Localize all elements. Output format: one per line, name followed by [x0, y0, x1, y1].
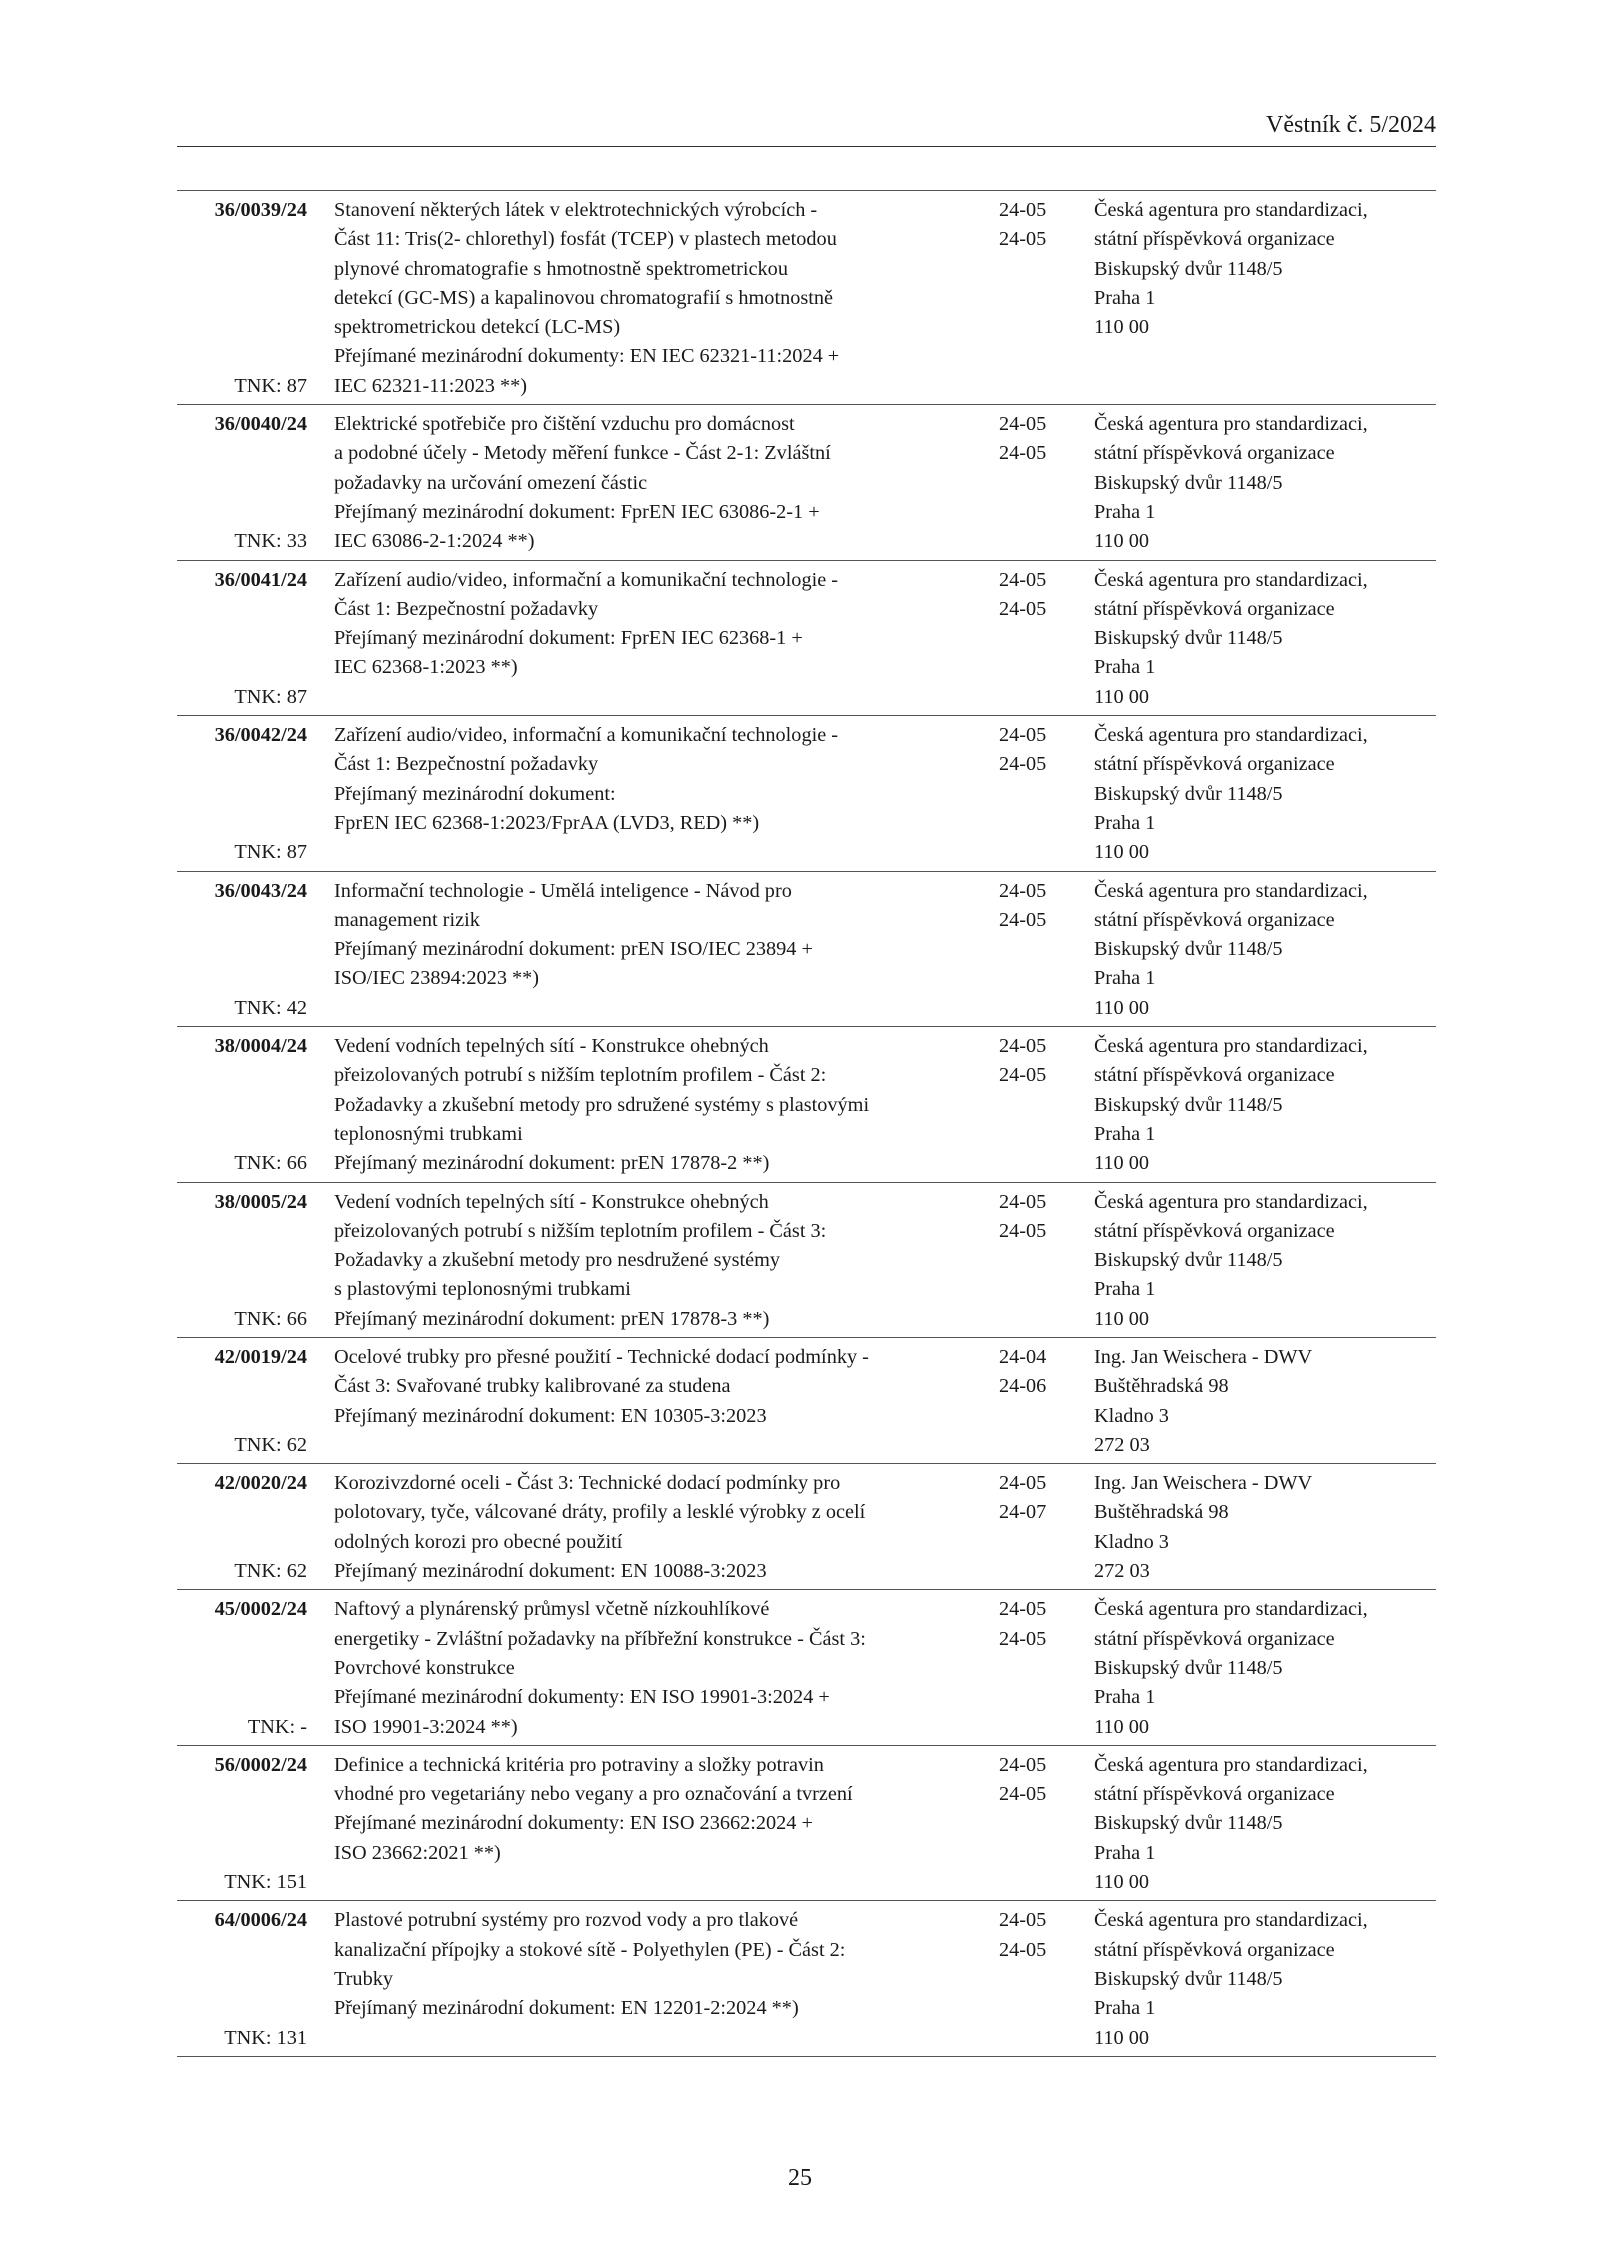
address-line: Ing. Jan Weischera - DWV	[1094, 1472, 1313, 1495]
address-line: Biskupský dvůr 1148/5	[1094, 938, 1283, 961]
address-line: Česká agentura pro standardizaci,	[1094, 724, 1368, 747]
date-value: 24-05	[999, 1598, 1047, 1621]
title-line: IEC 62368-1:2023 **)	[334, 656, 518, 679]
entry-title-cell	[307, 1032, 979, 1178]
title-line: detekcí (GC-MS) a kapalinovou chromatografií s hmotnostně	[334, 286, 834, 309]
address-line: Biskupský dvůr 1148/5	[1094, 1812, 1283, 1835]
address-line: Praha 1	[1094, 811, 1156, 834]
tnk-label: TNK: 42	[234, 996, 307, 1019]
entry-address-cell	[1079, 1032, 1436, 1178]
entry-title-cell	[307, 1751, 979, 1897]
address-line: 110 00	[1094, 685, 1150, 708]
address-line: Biskupský dvůr 1148/5	[1094, 471, 1283, 494]
entry-title-cell	[307, 877, 979, 1023]
standards-table	[177, 190, 1436, 2057]
address-line: 272 03	[1094, 1433, 1150, 1456]
title-line: vhodné pro vegetariány nebo vegany a pro označování a tvrzení	[334, 1783, 853, 1806]
title-line: Přejímaný mezinárodní dokument: FprEN IEC 62368-1 +	[334, 627, 803, 650]
address-line: Praha 1	[1094, 1686, 1156, 1709]
entry-number: 36/0043/24	[214, 879, 307, 902]
entry-id-cell	[177, 566, 307, 712]
address-line: Česká agentura pro standardizaci,	[1094, 1753, 1368, 1776]
title-line: Přejímaný mezinárodní dokument: prEN ISO/IEC 23894 +	[334, 938, 813, 961]
title-line: management rizik	[334, 908, 480, 931]
title-line: Informační technologie - Umělá inteligence - Návod pro	[334, 879, 792, 902]
date-value: 24-05	[999, 1219, 1047, 1242]
tnk-label: TNK: 87	[234, 685, 307, 708]
date-value: 24-05	[999, 908, 1047, 931]
address-line: Biskupský dvůr 1148/5	[1094, 1093, 1283, 1116]
date-value: 24-05	[999, 1783, 1047, 1806]
title-line: Definice a technická kritéria pro potraviny a složky potravin	[334, 1753, 824, 1776]
table-row	[177, 1746, 1436, 1901]
entry-id-cell	[177, 1906, 307, 2052]
title-line: Přejímaný mezinárodní dokument:	[334, 782, 616, 805]
title-line: ISO/IEC 23894:2023 **)	[334, 967, 540, 990]
address-line: 110 00	[1094, 1715, 1150, 1738]
title-line: polotovary, tyče, válcované dráty, profily a lesklé výrobky z ocelí	[334, 1501, 866, 1524]
address-line: Česká agentura pro standardizaci,	[1094, 1909, 1368, 1932]
tnk-label: TNK: -	[247, 1715, 307, 1738]
address-line: státní příspěvková organizace	[1094, 1627, 1335, 1650]
address-line: Praha 1	[1094, 656, 1156, 679]
address-line: Praha 1	[1094, 1997, 1156, 2020]
date-value: 24-05	[999, 879, 1047, 902]
table-row	[177, 1901, 1436, 2056]
entry-id-cell	[177, 196, 307, 401]
entry-number: 36/0041/24	[214, 568, 307, 591]
entry-dates-cell	[979, 566, 1079, 712]
address-line: státní příspěvková organizace	[1094, 1783, 1335, 1806]
title-line: Povrchové konstrukce	[334, 1656, 515, 1679]
date-value: 24-05	[999, 1938, 1047, 1961]
title-line: Korozivzdorné oceli - Část 3: Technické dodací podmínky pro	[334, 1472, 841, 1495]
title-line: Přejímané mezinárodní dokumenty: EN IEC 62321-11:2024 +	[334, 345, 840, 368]
address-line: Ing. Jan Weischera - DWV	[1094, 1345, 1313, 1368]
entry-title-cell	[307, 196, 979, 401]
title-line: Přejímaný mezinárodní dokument: FprEN IEC 63086-2-1 +	[334, 500, 820, 523]
address-line: Česká agentura pro standardizaci,	[1094, 199, 1368, 221]
address-line: Česká agentura pro standardizaci,	[1094, 568, 1368, 591]
address-line: Praha 1	[1094, 500, 1156, 523]
address-line: Česká agentura pro standardizaci,	[1094, 879, 1368, 902]
address-line: Biskupský dvůr 1148/5	[1094, 782, 1283, 805]
title-line: Elektrické spotřebiče pro čištění vzduchu pro domácnost	[334, 413, 795, 436]
address-line: Biskupský dvůr 1148/5	[1094, 627, 1283, 650]
entry-dates-cell	[979, 1751, 1079, 1897]
entry-address-cell	[1079, 721, 1436, 867]
title-line: odolných korozi pro obecné použití	[334, 1530, 623, 1553]
title-line: Část 11: Tris(2- chlorethyl) fosfát (TCEP) v plastech metodou	[334, 228, 837, 251]
address-line: 110 00	[1094, 1152, 1150, 1175]
entry-address-cell	[1079, 1595, 1436, 1741]
entry-id-cell	[177, 1343, 307, 1460]
title-line: Plastové potrubní systémy pro rozvod vody a pro tlakové	[334, 1909, 799, 1932]
title-line: Přejímaný mezinárodní dokument: EN 10088-3:2023	[334, 1560, 767, 1583]
page-number: 25	[788, 2165, 812, 2191]
date-value: 24-05	[999, 1064, 1047, 1087]
entry-address-cell	[1079, 1751, 1436, 1897]
title-line: ISO 23662:2021 **)	[334, 1841, 501, 1864]
entry-dates-cell	[979, 196, 1079, 401]
address-line: Buštěhradská 98	[1094, 1375, 1229, 1398]
address-line: Česká agentura pro standardizaci,	[1094, 1598, 1368, 1621]
address-line: Praha 1	[1094, 1278, 1156, 1301]
address-line: 110 00	[1094, 996, 1150, 1019]
entry-id-cell	[177, 1751, 307, 1897]
address-line: Biskupský dvůr 1148/5	[1094, 1249, 1283, 1272]
entry-title-cell	[307, 1343, 979, 1460]
entry-number: 38/0004/24	[214, 1035, 307, 1058]
address-line: 110 00	[1094, 1871, 1150, 1894]
address-line: státní příspěvková organizace	[1094, 908, 1335, 931]
title-line: Přejímané mezinárodní dokumenty: EN ISO 19901-3:2024 +	[334, 1686, 830, 1709]
date-value: 24-05	[999, 1190, 1047, 1213]
tnk-label: TNK: 66	[234, 1307, 307, 1330]
entry-address-cell	[1079, 566, 1436, 712]
title-line: Požadavky a zkušební metody pro nesdružené systémy	[334, 1249, 781, 1272]
entry-number: 42/0020/24	[214, 1472, 307, 1495]
tnk-label: TNK: 131	[224, 2026, 307, 2049]
table-row	[177, 1338, 1436, 1464]
entry-number: 38/0005/24	[214, 1190, 307, 1213]
title-line: Přejímané mezinárodní dokumenty: EN ISO 23662:2024 +	[334, 1812, 813, 1835]
title-line: Přejímaný mezinárodní dokument: prEN 17878-2 **)	[334, 1152, 770, 1175]
entry-number: 36/0040/24	[214, 413, 307, 436]
title-line: ISO 19901-3:2024 **)	[334, 1715, 518, 1738]
title-line: Ocelové trubky pro přesné použití - Technické dodací podmínky -	[334, 1345, 869, 1368]
title-line: teplonosnými trubkami	[334, 1122, 523, 1145]
title-line: Požadavky a zkušební metody pro sdružené systémy s plastovými	[334, 1093, 870, 1116]
tnk-label: TNK: 66	[234, 1152, 307, 1175]
address-line: Buštěhradská 98	[1094, 1501, 1229, 1524]
entry-title-cell	[307, 1595, 979, 1741]
address-line: 272 03	[1094, 1560, 1150, 1583]
address-line: státní příspěvková organizace	[1094, 597, 1335, 620]
address-line: Biskupský dvůr 1148/5	[1094, 1967, 1283, 1990]
title-line: Zařízení audio/video, informační a komunikační technologie -	[334, 568, 839, 591]
entry-address-cell	[1079, 196, 1436, 401]
entry-id-cell	[177, 410, 307, 556]
title-line: spektrometrickou detekcí (LC-MS)	[334, 316, 621, 339]
address-line: státní příspěvková organizace	[1094, 753, 1335, 776]
tnk-label: TNK: 33	[234, 530, 307, 553]
entry-number: 56/0002/24	[214, 1753, 307, 1776]
date-value: 24-04	[999, 1345, 1047, 1368]
title-line: požadavky na určování omezení částic	[334, 471, 648, 494]
date-value: 24-05	[999, 724, 1047, 747]
date-value: 24-07	[999, 1501, 1047, 1524]
table-row	[177, 716, 1436, 871]
entry-address-cell	[1079, 877, 1436, 1023]
table-row	[177, 872, 1436, 1027]
entry-dates-cell	[979, 1343, 1079, 1460]
address-line: Kladno 3	[1094, 1404, 1169, 1427]
date-value: 24-05	[999, 1035, 1047, 1058]
address-line: Kladno 3	[1094, 1530, 1169, 1553]
entry-number: 64/0006/24	[214, 1909, 307, 1932]
address-line: Biskupský dvůr 1148/5	[1094, 1656, 1283, 1679]
address-line: 110 00	[1094, 316, 1150, 339]
date-value: 24-05	[999, 597, 1047, 620]
title-line: Stanovení některých látek v elektrotechnických výrobcích -	[334, 199, 818, 221]
entry-dates-cell	[979, 721, 1079, 867]
tnk-label: TNK: 62	[234, 1433, 307, 1456]
page-header	[177, 112, 1436, 147]
title-line: Vedení vodních tepelných sítí - Konstrukce ohebných	[334, 1190, 769, 1213]
entry-address-cell	[1079, 1343, 1436, 1460]
entry-title-cell	[307, 1188, 979, 1334]
address-line: Praha 1	[1094, 286, 1156, 309]
date-value: 24-05	[999, 1627, 1047, 1650]
entry-dates-cell	[979, 1032, 1079, 1178]
title-line: Přejímaný mezinárodní dokument: EN 12201-2:2024 **)	[334, 1997, 799, 2020]
table-row	[177, 1464, 1436, 1590]
title-line: Část 1: Bezpečnostní požadavky	[334, 753, 599, 776]
entry-title-cell	[307, 566, 979, 712]
bulletin-title: Věstník č. 5/2024	[1266, 112, 1436, 138]
entry-id-cell	[177, 1469, 307, 1586]
address-line: Biskupský dvůr 1148/5	[1094, 257, 1283, 280]
entry-number: 42/0019/24	[214, 1345, 307, 1368]
table-row	[177, 191, 1436, 405]
title-line: a podobné účely - Metody měření funkce - Část 2-1: Zvláštní	[334, 442, 831, 465]
title-line: Přejímaný mezinárodní dokument: prEN 17878-3 **)	[334, 1307, 770, 1330]
date-value: 24-05	[999, 413, 1047, 436]
entry-id-cell	[177, 877, 307, 1023]
title-line: plynové chromatografie s hmotnostně spektrometrickou	[334, 257, 788, 280]
date-value: 24-05	[999, 1753, 1047, 1776]
address-line: státní příspěvková organizace	[1094, 1219, 1335, 1242]
table-row	[177, 1027, 1436, 1182]
entry-dates-cell	[979, 1595, 1079, 1741]
address-line: Česká agentura pro standardizaci,	[1094, 1190, 1368, 1213]
title-line: přeizolovaných potrubí s nižším teplotním profilem - Část 3:	[334, 1219, 827, 1242]
address-line: Česká agentura pro standardizaci,	[1094, 1035, 1368, 1058]
title-line: IEC 62321-11:2023 **)	[334, 374, 528, 397]
entry-dates-cell	[979, 877, 1079, 1023]
address-line: státní příspěvková organizace	[1094, 1938, 1335, 1961]
entry-dates-cell	[979, 410, 1079, 556]
address-line: 110 00	[1094, 2026, 1150, 2049]
date-value: 24-05	[999, 1909, 1047, 1932]
date-value: 24-06	[999, 1375, 1047, 1398]
table-row	[177, 561, 1436, 716]
date-value: 24-05	[999, 753, 1047, 776]
table-row	[177, 1590, 1436, 1745]
address-line: 110 00	[1094, 530, 1150, 553]
entry-title-cell	[307, 410, 979, 556]
address-line: 110 00	[1094, 841, 1150, 864]
entry-number: 36/0039/24	[214, 199, 307, 221]
title-line: Zařízení audio/video, informační a komunikační technologie -	[334, 724, 839, 747]
date-value: 24-05	[999, 199, 1047, 221]
table-row	[177, 405, 1436, 560]
entry-title-cell	[307, 1469, 979, 1586]
address-line: státní příspěvková organizace	[1094, 1064, 1335, 1087]
entry-id-cell	[177, 1188, 307, 1334]
entry-id-cell	[177, 1032, 307, 1178]
date-value: 24-05	[999, 228, 1047, 251]
title-line: energetiky - Zvláštní požadavky na příbřežní konstrukce - Část 3:	[334, 1627, 866, 1650]
title-line: kanalizační přípojky a stokové sítě - Polyethylen (PE) - Část 2:	[334, 1938, 846, 1961]
entry-address-cell	[1079, 1469, 1436, 1586]
title-line: IEC 63086-2-1:2024 **)	[334, 530, 535, 553]
tnk-label: TNK: 87	[234, 374, 307, 397]
address-line: Česká agentura pro standardizaci,	[1094, 413, 1368, 436]
entry-number: 45/0002/24	[214, 1598, 307, 1621]
entry-dates-cell	[979, 1469, 1079, 1586]
address-line: Praha 1	[1094, 1841, 1156, 1864]
date-value: 24-05	[999, 442, 1047, 465]
entry-address-cell	[1079, 410, 1436, 556]
entry-number: 36/0042/24	[214, 724, 307, 747]
entry-id-cell	[177, 721, 307, 867]
entry-address-cell	[1079, 1906, 1436, 2052]
table-row	[177, 1183, 1436, 1338]
title-line: Trubky	[334, 1967, 393, 1990]
title-line: s plastovými teplonosnými trubkami	[334, 1278, 631, 1301]
tnk-label: TNK: 151	[224, 1871, 307, 1894]
title-line: přeizolovaných potrubí s nižším teplotním profilem - Část 2:	[334, 1064, 827, 1087]
date-value: 24-05	[999, 568, 1047, 591]
title-line: Vedení vodních tepelných sítí - Konstrukce ohebných	[334, 1035, 769, 1058]
address-line: Praha 1	[1094, 1122, 1156, 1145]
entry-address-cell	[1079, 1188, 1436, 1334]
date-value: 24-05	[999, 1472, 1047, 1495]
tnk-label: TNK: 62	[234, 1560, 307, 1583]
address-line: státní příspěvková organizace	[1094, 442, 1335, 465]
title-line: Část 1: Bezpečnostní požadavky	[334, 597, 599, 620]
address-line: státní příspěvková organizace	[1094, 228, 1335, 251]
title-line: FprEN IEC 62368-1:2023/FprAA (LVD3, RED) **)	[334, 811, 760, 834]
address-line: 110 00	[1094, 1307, 1150, 1330]
title-line: Část 3: Svařované trubky kalibrované za studena	[334, 1375, 731, 1398]
address-line: Praha 1	[1094, 967, 1156, 990]
entry-title-cell	[307, 1906, 979, 2052]
title-line: Naftový a plynárenský průmysl včetně nízkouhlíkové	[334, 1598, 770, 1621]
tnk-label: TNK: 87	[234, 841, 307, 864]
entry-id-cell	[177, 1595, 307, 1741]
entry-dates-cell	[979, 1188, 1079, 1334]
title-line: Přejímaný mezinárodní dokument: EN 10305-3:2023	[334, 1404, 767, 1427]
entry-dates-cell	[979, 1906, 1079, 2052]
entry-title-cell	[307, 721, 979, 867]
